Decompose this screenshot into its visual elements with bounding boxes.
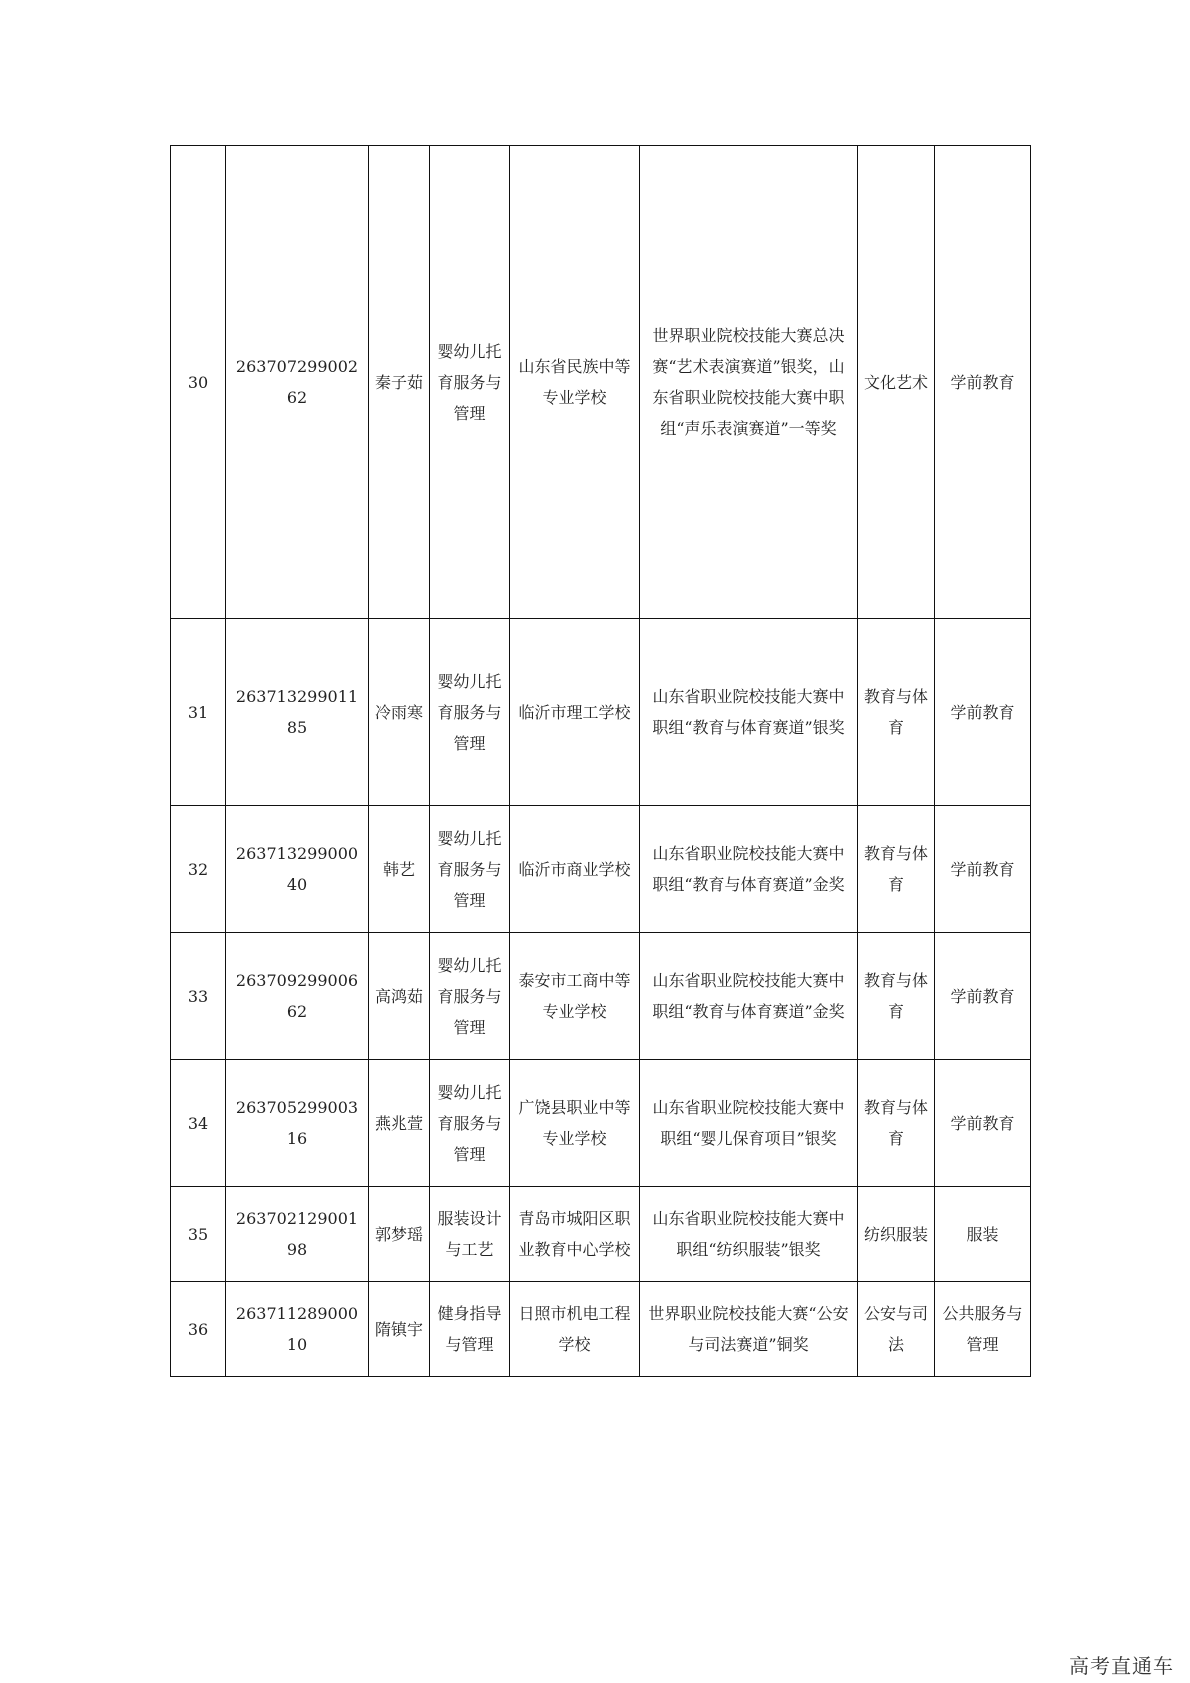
table-row [171, 619, 1031, 806]
cell-target: 服装 [935, 1187, 1031, 1282]
cell-category: 教育与体育 [858, 1060, 935, 1187]
cell-school: 日照市机电工程学校 [510, 1282, 640, 1377]
cell-school: 广饶县职业中等专业学校 [510, 1060, 640, 1187]
cell-award: 山东省职业院校技能大赛中职组“教育与体育赛道”金奖 [640, 933, 858, 1060]
cell-name: 冷雨寒 [369, 619, 430, 806]
cell-id: 26370212900198 [226, 1187, 369, 1282]
cell-award: 山东省职业院校技能大赛中职组“纺织服装”银奖 [640, 1187, 858, 1282]
cell-award: 山东省职业院校技能大赛中职组“婴儿保育项目”银奖 [640, 1060, 858, 1187]
cell-major: 婴幼儿托育服务与管理 [430, 806, 510, 933]
results-table [170, 145, 1031, 1377]
cell-school: 临沂市商业学校 [510, 806, 640, 933]
cell-no: 35 [171, 1187, 226, 1282]
cell-category: 公安与司法 [858, 1282, 935, 1377]
cell-id: 26370729900262 [226, 146, 369, 619]
cell-id: 26371128900010 [226, 1282, 369, 1377]
cell-target: 学前教育 [935, 806, 1031, 933]
table-row [171, 146, 1031, 619]
cell-target: 公共服务与管理 [935, 1282, 1031, 1377]
cell-id: 26370929900662 [226, 933, 369, 1060]
cell-category: 纺织服装 [858, 1187, 935, 1282]
cell-name: 郭梦瑶 [369, 1187, 430, 1282]
cell-major: 婴幼儿托育服务与管理 [430, 619, 510, 806]
cell-award: 山东省职业院校技能大赛中职组“教育与体育赛道”金奖 [640, 806, 858, 933]
table-row [171, 1060, 1031, 1187]
cell-name: 燕兆萱 [369, 1060, 430, 1187]
cell-name: 隋镇宇 [369, 1282, 430, 1377]
cell-school: 临沂市理工学校 [510, 619, 640, 806]
cell-target: 学前教育 [935, 1060, 1031, 1187]
cell-school: 青岛市城阳区职业教育中心学校 [510, 1187, 640, 1282]
cell-name: 韩艺 [369, 806, 430, 933]
cell-school: 山东省民族中等专业学校 [510, 146, 640, 619]
cell-category: 教育与体育 [858, 619, 935, 806]
cell-no: 32 [171, 806, 226, 933]
cell-major: 健身指导与管理 [430, 1282, 510, 1377]
cell-award: 山东省职业院校技能大赛中职组“教育与体育赛道”银奖 [640, 619, 858, 806]
cell-target: 学前教育 [935, 619, 1031, 806]
cell-award: 世界职业院校技能大赛总决赛“艺术表演赛道”银奖，山东省职业院校技能大赛中职组“声乐表演赛道”一等奖 [640, 146, 858, 619]
table-row [171, 933, 1031, 1060]
cell-id: 26371329901185 [226, 619, 369, 806]
cell-target: 学前教育 [935, 146, 1031, 619]
cell-no: 30 [171, 146, 226, 619]
cell-school: 泰安市工商中等专业学校 [510, 933, 640, 1060]
cell-category: 教育与体育 [858, 933, 935, 1060]
cell-major: 服装设计与工艺 [430, 1187, 510, 1282]
cell-id: 26370529900316 [226, 1060, 369, 1187]
table-row [171, 1187, 1031, 1282]
cell-category: 教育与体育 [858, 806, 935, 933]
cell-no: 31 [171, 619, 226, 806]
watermark-text: 高考直通车 [1069, 1654, 1174, 1678]
cell-name: 高鸿茹 [369, 933, 430, 1060]
cell-id: 26371329900040 [226, 806, 369, 933]
cell-major: 婴幼儿托育服务与管理 [430, 1060, 510, 1187]
table-row [171, 806, 1031, 933]
cell-no: 34 [171, 1060, 226, 1187]
cell-name: 秦子茹 [369, 146, 430, 619]
cell-no: 36 [171, 1282, 226, 1377]
cell-award: 世界职业院校技能大赛“公安与司法赛道”铜奖 [640, 1282, 858, 1377]
table-row [171, 1282, 1031, 1377]
cell-no: 33 [171, 933, 226, 1060]
cell-major: 婴幼儿托育服务与管理 [430, 933, 510, 1060]
cell-major: 婴幼儿托育服务与管理 [430, 146, 510, 619]
cell-category: 文化艺术 [858, 146, 935, 619]
cell-target: 学前教育 [935, 933, 1031, 1060]
